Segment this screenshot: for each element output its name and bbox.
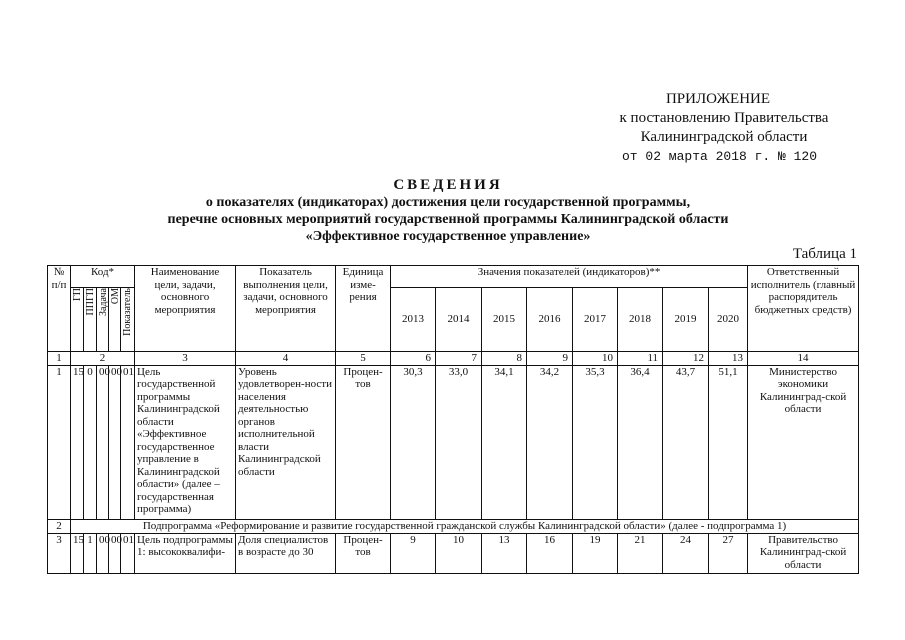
header-code: Код*	[71, 266, 135, 288]
header-name: Наименование цели, задачи, основного мероприятия	[135, 266, 236, 352]
header-code-ppgp: ППГП	[84, 288, 97, 352]
header-year: 2018	[618, 288, 663, 352]
header-code-om: ОМ	[109, 288, 121, 352]
row-num: 3	[48, 533, 71, 573]
column-numbers-row	[48, 352, 859, 366]
value-2013: 30,3	[391, 365, 436, 519]
code-ppgp: 0	[84, 365, 97, 519]
code-indicator: 01	[121, 365, 135, 519]
code-gp: 15	[71, 533, 84, 573]
column-number: 1	[48, 352, 71, 366]
column-number: 14	[748, 352, 859, 366]
header-executor: Ответственный исполнитель (главный распорядитель бюджетных средств)	[748, 266, 859, 352]
table-row	[48, 533, 859, 573]
value-2013: 9	[391, 533, 436, 573]
value-2019: 24	[663, 533, 709, 573]
code-indicator: 01	[121, 533, 135, 573]
header-indicator: Показатель выполнения цели, задачи, основного мероприятия	[236, 266, 336, 352]
value-2015: 34,1	[482, 365, 527, 519]
appendix-line-date: от 02 марта 2018 г. № 120	[622, 149, 818, 164]
value-2020: 51,1	[709, 365, 748, 519]
header-year: 2016	[527, 288, 573, 352]
column-number: 2	[71, 352, 135, 366]
indicators-table	[47, 265, 859, 574]
header-code-task: Задача	[97, 288, 109, 352]
header-unit: Единица изме-рения	[336, 266, 391, 352]
unit: Процен-тов	[336, 533, 391, 573]
column-number: 9	[527, 352, 573, 366]
document-title: СВЕДЕНИЯ	[393, 177, 503, 193]
header-num: № п/п	[48, 266, 71, 352]
row-num: 2	[48, 519, 71, 533]
table-row	[48, 365, 859, 519]
header-year: 2014	[436, 288, 482, 352]
code-om: 00	[109, 365, 121, 519]
appendix-title: ПРИЛОЖЕНИЕ	[665, 91, 771, 107]
header-year: 2020	[709, 288, 748, 352]
heading-line-2: перечне основных мероприятий государственной программы Калининградской области	[167, 212, 729, 227]
column-number: 4	[236, 352, 336, 366]
executor: Министерство экономики Калининград-ской области	[748, 365, 859, 519]
column-number: 13	[709, 352, 748, 366]
indicator-name: Доля специалистов в возрасте до 30	[236, 533, 336, 573]
column-number: 8	[482, 352, 527, 366]
appendix-line-resolution: к постановлению Правительства	[619, 110, 829, 126]
goal-name: Цель подпрограммы 1: высококвалифи-	[135, 533, 236, 573]
header-code-indicator: Показатель	[121, 288, 135, 352]
header-values: Значения показателей (индикаторов)**	[391, 266, 748, 288]
goal-name: Цель государственной программы Калининградской области «Эффективное государственное управление в Калининградской области» (далее – государственная программа)	[135, 365, 236, 519]
column-number: 5	[336, 352, 391, 366]
value-2020: 27	[709, 533, 748, 573]
header-year: 2013	[391, 288, 436, 352]
value-2014: 10	[436, 533, 482, 573]
appendix-block	[520, 90, 860, 166]
value-2018: 21	[618, 533, 663, 573]
document-heading	[60, 177, 836, 245]
column-number: 11	[618, 352, 663, 366]
code-task: 00	[97, 365, 109, 519]
code-gp: 15	[71, 365, 84, 519]
code-om: 00	[109, 533, 121, 573]
value-2018: 36,4	[618, 365, 663, 519]
indicator-name: Уровень удовлетворен-ности населения деятельностью органов исполнительной власти Калининградской области	[236, 365, 336, 519]
value-2019: 43,7	[663, 365, 709, 519]
subprogram-title: Подпрограмма «Реформирование и развитие государственной гражданской службы Калининградской области» (далее - подпрограмма 1)	[71, 519, 859, 533]
column-number: 7	[436, 352, 482, 366]
value-2017: 19	[573, 533, 618, 573]
header-code-gp: ГП	[71, 288, 84, 352]
value-2016: 16	[527, 533, 573, 573]
value-2017: 35,3	[573, 365, 618, 519]
column-number: 3	[135, 352, 236, 366]
appendix-line-region: Калининградской области	[640, 129, 808, 145]
header-year: 2015	[482, 288, 527, 352]
value-2014: 33,0	[436, 365, 482, 519]
header-row	[48, 266, 859, 288]
row-num: 1	[48, 365, 71, 519]
column-number: 6	[391, 352, 436, 366]
heading-line-3: «Эффективное государственное управление»	[305, 229, 591, 244]
executor: Правительство Калининград-ской области	[748, 533, 859, 573]
header-year: 2017	[573, 288, 618, 352]
code-ppgp: 1	[84, 533, 97, 573]
table-row-subprogram	[48, 519, 859, 533]
value-2015: 13	[482, 533, 527, 573]
heading-line-1: о показателях (индикаторах) достижения цели государственной программы,	[205, 195, 691, 210]
unit: Процен-тов	[336, 365, 391, 519]
table-label: Таблица 1	[792, 246, 857, 262]
code-task: 00	[97, 533, 109, 573]
value-2016: 34,2	[527, 365, 573, 519]
column-number: 12	[663, 352, 709, 366]
header-year: 2019	[663, 288, 709, 352]
column-number: 10	[573, 352, 618, 366]
